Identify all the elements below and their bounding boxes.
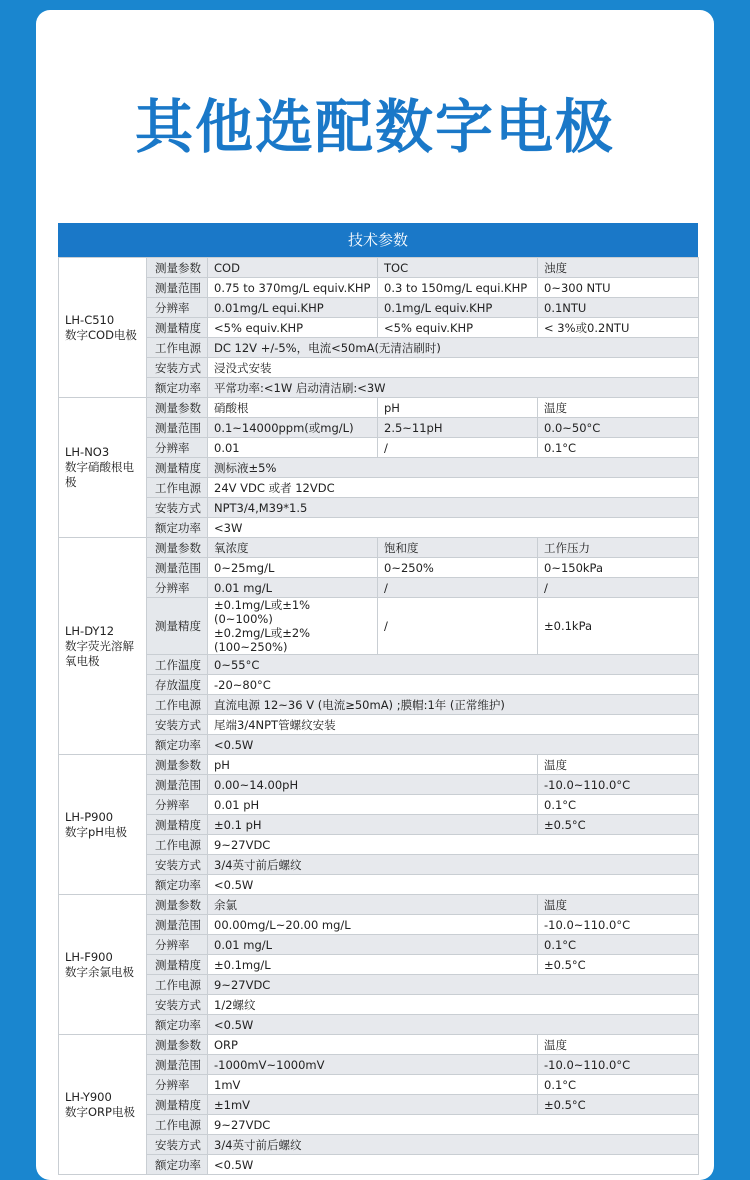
param-label: 工作电源 <box>147 835 208 855</box>
param-value: 直流电源 12~36 V (电流≥50mA) ;膜帽:1年 (正常维护) <box>208 695 699 715</box>
model-cell <box>59 1035 147 1175</box>
table-row <box>59 558 699 578</box>
table-row <box>59 578 699 598</box>
model-name: 数字荧光溶解氧电极 <box>65 638 134 668</box>
param-value: / <box>378 578 538 598</box>
param-value: 温度 <box>538 895 699 915</box>
table-row <box>59 1135 699 1155</box>
param-value: < 3%或0.2NTU <box>538 318 699 338</box>
spec-table <box>58 257 699 1175</box>
param-value: <5% equiv.KHP <box>378 318 538 338</box>
param-value: <3W <box>208 518 699 538</box>
model-cell <box>59 398 147 538</box>
table-row <box>59 358 699 378</box>
param-value: 0.1°C <box>538 935 699 955</box>
table-row <box>59 478 699 498</box>
table-row <box>59 855 699 875</box>
param-label: 测量精度 <box>147 815 208 835</box>
param-value: 0.1°C <box>538 1075 699 1095</box>
model-code: LH-DY12 <box>65 623 115 638</box>
table-row <box>59 338 699 358</box>
table-row <box>59 258 699 278</box>
param-value: NPT3/4,M39*1.5 <box>208 498 699 518</box>
param-value: 浸没式安装 <box>208 358 699 378</box>
param-value: 温度 <box>538 1035 699 1055</box>
param-value: 0.00~14.00pH <box>208 775 538 795</box>
param-value: pH <box>378 398 538 418</box>
param-value: 9~27VDC <box>208 975 699 995</box>
param-label: 测量参数 <box>147 895 208 915</box>
model-code: LH-NO3 <box>65 445 110 459</box>
param-value: 00.00mg/L~20.00 mg/L <box>208 915 538 935</box>
table-row <box>59 655 699 675</box>
param-label: 额定功率 <box>147 518 208 538</box>
param-label: 额定功率 <box>147 378 208 398</box>
table-row <box>59 775 699 795</box>
param-value: / <box>538 578 699 598</box>
param-value: ±0.5°C <box>538 1095 699 1115</box>
param-value: 0.1NTU <box>538 298 699 318</box>
table-row <box>59 1075 699 1095</box>
param-label: 安装方式 <box>147 498 208 518</box>
param-value: 0.3 to 150mg/L equi.KHP <box>378 278 538 298</box>
param-label: 安装方式 <box>147 715 208 735</box>
table-row <box>59 598 699 655</box>
param-value: 平常功率:<1W 启动清洁刷:<3W <box>208 378 699 398</box>
param-value: 0.1°C <box>538 438 699 458</box>
param-value: 0.01 pH <box>208 795 538 815</box>
table-row <box>59 498 699 518</box>
model-cell <box>59 895 147 1035</box>
param-value: 24V VDC 或者 12VDC <box>208 478 699 498</box>
param-value: ±0.5°C <box>538 815 699 835</box>
table-row <box>59 458 699 478</box>
param-value: -10.0~110.0°C <box>538 775 699 795</box>
table-row <box>59 935 699 955</box>
model-cell <box>59 258 147 398</box>
param-value: 0~25mg/L <box>208 558 378 578</box>
param-value: 3/4英寸前后螺纹 <box>208 855 699 875</box>
table-row <box>59 538 699 558</box>
param-label: 分辨率 <box>147 935 208 955</box>
param-value: 0~250% <box>378 558 538 578</box>
model-name: 数字ORP电极 <box>65 1104 135 1119</box>
param-label: 工作电源 <box>147 1115 208 1135</box>
table-row <box>59 1155 699 1175</box>
param-value: -10.0~110.0°C <box>538 1055 699 1075</box>
param-label: 测量范围 <box>147 915 208 935</box>
param-value: <0.5W <box>208 1155 699 1175</box>
param-value: ±0.1mg/L <box>208 955 538 975</box>
param-label: 测量精度 <box>147 458 208 478</box>
table-row <box>59 1035 699 1055</box>
param-label: 分辨率 <box>147 1075 208 1095</box>
param-label: 分辨率 <box>147 795 208 815</box>
table-row <box>59 318 699 338</box>
param-value: 测标液±5% <box>208 458 699 478</box>
param-value: 0.1°C <box>538 795 699 815</box>
table-row <box>59 1055 699 1075</box>
table-row <box>59 1095 699 1115</box>
param-value: ±1mV <box>208 1095 538 1115</box>
param-label: 安装方式 <box>147 1135 208 1155</box>
accuracy-line-1: ±0.1mg/L或±1% (0~100%) <box>214 598 311 626</box>
param-value: ±0.1 pH <box>208 815 538 835</box>
table-row <box>59 1015 699 1035</box>
param-label: 工作电源 <box>147 478 208 498</box>
param-value: 2.5~11pH <box>378 418 538 438</box>
param-label: 测量范围 <box>147 418 208 438</box>
model-code: LH-C510 <box>65 312 115 327</box>
param-label: 测量参数 <box>147 258 208 278</box>
param-value: <0.5W <box>208 735 699 755</box>
param-value: <5% equiv.KHP <box>208 318 378 338</box>
param-label: 工作电源 <box>147 975 208 995</box>
param-value: 0.0~50°C <box>538 418 699 438</box>
table-row <box>59 895 699 915</box>
param-value: <0.5W <box>208 875 699 895</box>
table-row <box>59 735 699 755</box>
model-name: 数字余氯电极 <box>65 964 134 979</box>
param-value: 0.75 to 370mg/L equiv.KHP <box>208 278 378 298</box>
table-row <box>59 955 699 975</box>
param-value: 0.01 <box>208 438 378 458</box>
param-label: 测量精度 <box>147 318 208 338</box>
table-row <box>59 875 699 895</box>
param-value: 饱和度 <box>378 538 538 558</box>
model-name: 数字pH电极 <box>65 824 127 839</box>
param-label: 分辨率 <box>147 438 208 458</box>
param-value: 0.01 mg/L <box>208 578 378 598</box>
param-value: ±0.5°C <box>538 955 699 975</box>
table-row <box>59 378 699 398</box>
model-cell <box>59 755 147 895</box>
param-value: 1mV <box>208 1075 538 1095</box>
param-label: 测量范围 <box>147 775 208 795</box>
param-label: 分辨率 <box>147 578 208 598</box>
param-value: 浊度 <box>538 258 699 278</box>
table-row <box>59 1115 699 1135</box>
table-row <box>59 438 699 458</box>
table-row <box>59 298 699 318</box>
page-title: 其他选配数字电极 <box>134 93 615 161</box>
param-label: 额定功率 <box>147 1015 208 1035</box>
table-row <box>59 675 699 695</box>
param-label: 测量参数 <box>147 398 208 418</box>
param-label: 额定功率 <box>147 875 208 895</box>
table-row <box>59 975 699 995</box>
param-value: TOC <box>378 258 538 278</box>
param-value: <0.5W <box>208 1015 699 1035</box>
param-label: 分辨率 <box>147 298 208 318</box>
param-label: 测量参数 <box>147 755 208 775</box>
accuracy-line-2: ±0.2mg/L或±2% (100~250%) <box>214 626 311 654</box>
param-value: 氧浓度 <box>208 538 378 558</box>
table-header: 技术参数 <box>58 223 698 257</box>
param-label: 安装方式 <box>147 855 208 875</box>
param-label: 存放温度 <box>147 675 208 695</box>
table-row <box>59 518 699 538</box>
param-label: 测量范围 <box>147 558 208 578</box>
param-label: 测量参数 <box>147 1035 208 1055</box>
param-label: 测量范围 <box>147 1055 208 1075</box>
param-value: 余氯 <box>208 895 538 915</box>
param-value: 0.1~14000ppm(或mg/L) <box>208 418 378 438</box>
table-row <box>59 715 699 735</box>
param-value: 3/4英寸前后螺纹 <box>208 1135 699 1155</box>
model-name: 数字COD电极 <box>65 327 137 342</box>
param-value: pH <box>208 755 538 775</box>
param-label: 额定功率 <box>147 735 208 755</box>
param-label: 测量精度 <box>147 598 208 655</box>
param-value: 温度 <box>538 755 699 775</box>
param-value: 0~300 NTU <box>538 278 699 298</box>
param-label: 安装方式 <box>147 358 208 378</box>
table-row <box>59 755 699 775</box>
param-value: 0~150kPa <box>538 558 699 578</box>
model-code: LH-Y900 <box>65 1089 112 1104</box>
param-value: / <box>378 598 538 655</box>
table-row <box>59 398 699 418</box>
param-value: 0~55°C <box>208 655 699 675</box>
param-label: 测量参数 <box>147 538 208 558</box>
model-code: LH-F900 <box>65 949 113 964</box>
table-row <box>59 695 699 715</box>
table-row <box>59 835 699 855</box>
model-code: LH-P900 <box>65 809 114 824</box>
param-value: 9~27VDC <box>208 835 699 855</box>
param-value <box>208 598 378 655</box>
param-label: 测量范围 <box>147 278 208 298</box>
param-value: 0.1mg/L equiv.KHP <box>378 298 538 318</box>
param-value: 0.01 mg/L <box>208 935 538 955</box>
param-value: 尾端3/4NPT管螺纹安装 <box>208 715 699 735</box>
param-value: 硝酸根 <box>208 398 378 418</box>
param-label: 安装方式 <box>147 995 208 1015</box>
table-row <box>59 995 699 1015</box>
param-value: DC 12V +/-5%，电流<50mA(无清洁刷时) <box>208 338 699 358</box>
table-row <box>59 795 699 815</box>
param-value: -1000mV~1000mV <box>208 1055 538 1075</box>
param-value: -10.0~110.0°C <box>538 915 699 935</box>
table-row <box>59 915 699 935</box>
param-value: 0.01mg/L equi.KHP <box>208 298 378 318</box>
param-value: 9~27VDC <box>208 1115 699 1135</box>
param-label: 测量精度 <box>147 1095 208 1115</box>
table-row <box>59 815 699 835</box>
param-label: 工作电源 <box>147 338 208 358</box>
param-label: 额定功率 <box>147 1155 208 1175</box>
param-label: 测量精度 <box>147 955 208 975</box>
model-cell <box>59 538 147 755</box>
param-value: 工作压力 <box>538 538 699 558</box>
param-value: ORP <box>208 1035 538 1055</box>
param-value: COD <box>208 258 378 278</box>
table-row <box>59 278 699 298</box>
param-value: 1/2螺纹 <box>208 995 699 1015</box>
param-value: 温度 <box>538 398 699 418</box>
param-value: ±0.1kPa <box>538 598 699 655</box>
param-label: 工作电源 <box>147 695 208 715</box>
param-label: 工作温度 <box>147 655 208 675</box>
param-value: -20~80°C <box>208 675 699 695</box>
param-value: / <box>378 438 538 458</box>
model-name: 数字硝酸根电极 <box>65 460 134 489</box>
table-row <box>59 418 699 438</box>
